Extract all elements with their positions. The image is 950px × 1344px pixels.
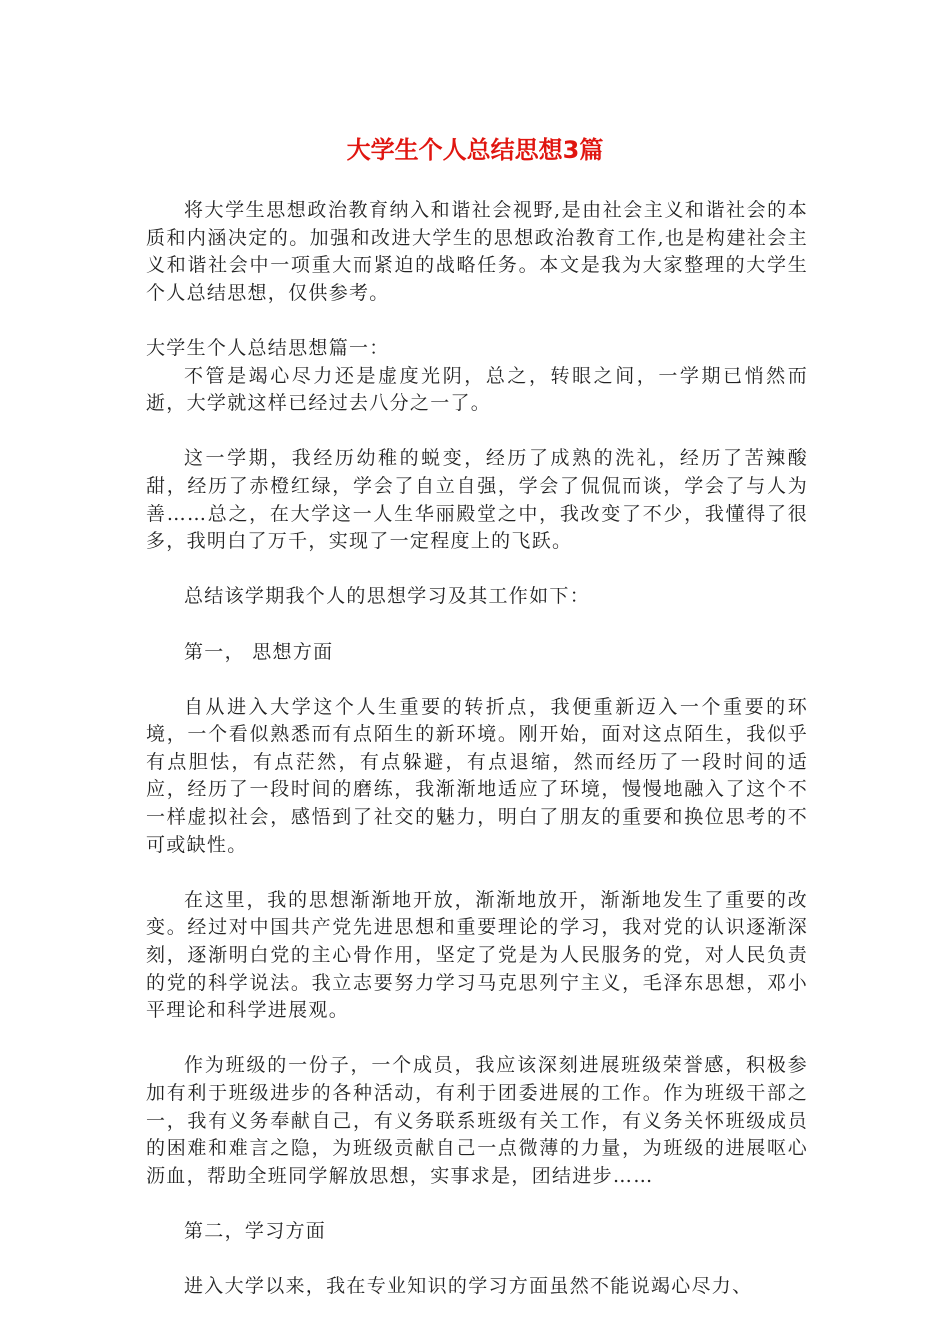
body-paragraph: 自从进入大学这个人生重要的转折点，我便重新迈入一个重要的环境，一个看似熟悉而有点陌生的新环境。刚开始，面对这点陌生，我似乎有点胆怯，有点茫然，有点躲避，有点退缩，然而经历了一段时间的适应，经历了一段时间的磨练，我渐渐地适应了环境，慢慢地融入了这个不一样虚拟社会，感悟到了社交的魅力，明白了朋友的重要和换位思考的不可或缺性。 (146, 695, 808, 856)
body-paragraph: 在这里，我的思想渐渐地开放，渐渐地放开，渐渐地发生了重要的改变。经过对中国共产党先进思想和重要理论的学习，我对党的认识逐渐深刻，逐渐明白党的主心骨作用，坚定了党是为人民服务的党，对人民负责的党的科学说法。我立志要努力学习马克思列宁主义，毛泽东思想，邓小平理论和科学进展观。 (146, 888, 808, 1022)
subheading-study: 第二，学习方面 (184, 1219, 327, 1242)
document-body (146, 197, 808, 1301)
body-paragraph: 进入大学以来，我在专业知识的学习方面虽然不能说竭心尽力、 (184, 1275, 753, 1298)
body-paragraph: 这一学期，我经历幼稚的蜕变，经历了成熟的洗礼，经历了苦辣酸甜，经历了赤橙红绿，学会了自立自强，学会了侃侃而谈，学会了与人为善……总之，在大学这一人生华丽殿堂之中，我改变了不少，我懂得了很多，我明白了万千，实现了一定程度上的飞跃。 (146, 447, 808, 553)
body-paragraph: 作为班级的一份子，一个成员，我应该深刻进展班级荣誉感，积极参加有利于班级进步的各种活动，有利于团委进展的工作。作为班级干部之一，我有义务奉献自己，有义务联系班级有关工作，有义务关怀班级成员的困难和难言之隐，为班级贡献自己一点微薄的力量，为班级的进展呕心沥血，帮助全班同学解放思想，实事求是，团结进步…… (146, 1054, 808, 1187)
subheading-thought: 第一， 思想方面 (184, 640, 334, 663)
body-paragraph: 不管是竭心尽力还是虚度光阴，总之，转眼之间，一学期已悄然而逝，大学就这样已经过去八分之一了。 (146, 364, 808, 415)
intro-paragraph: 将大学生思想政治教育纳入和谐社会视野,是由社会主义和谐社会的本质和内涵决定的。加强和改进大学生的思想政治教育工作,也是构建社会主义和谐社会中一项重大而紧迫的战略任务。本文是我为大家整理的大学生个人总结思想，仅供参考。 (146, 199, 808, 304)
summary-lead-paragraph: 总结该学期我个人的思想学习及其工作如下： (184, 585, 591, 608)
document-title: 大学生个人总结思想3篇 (346, 136, 604, 164)
section-heading-part-one: 大学生个人总结思想篇一： (146, 336, 390, 359)
